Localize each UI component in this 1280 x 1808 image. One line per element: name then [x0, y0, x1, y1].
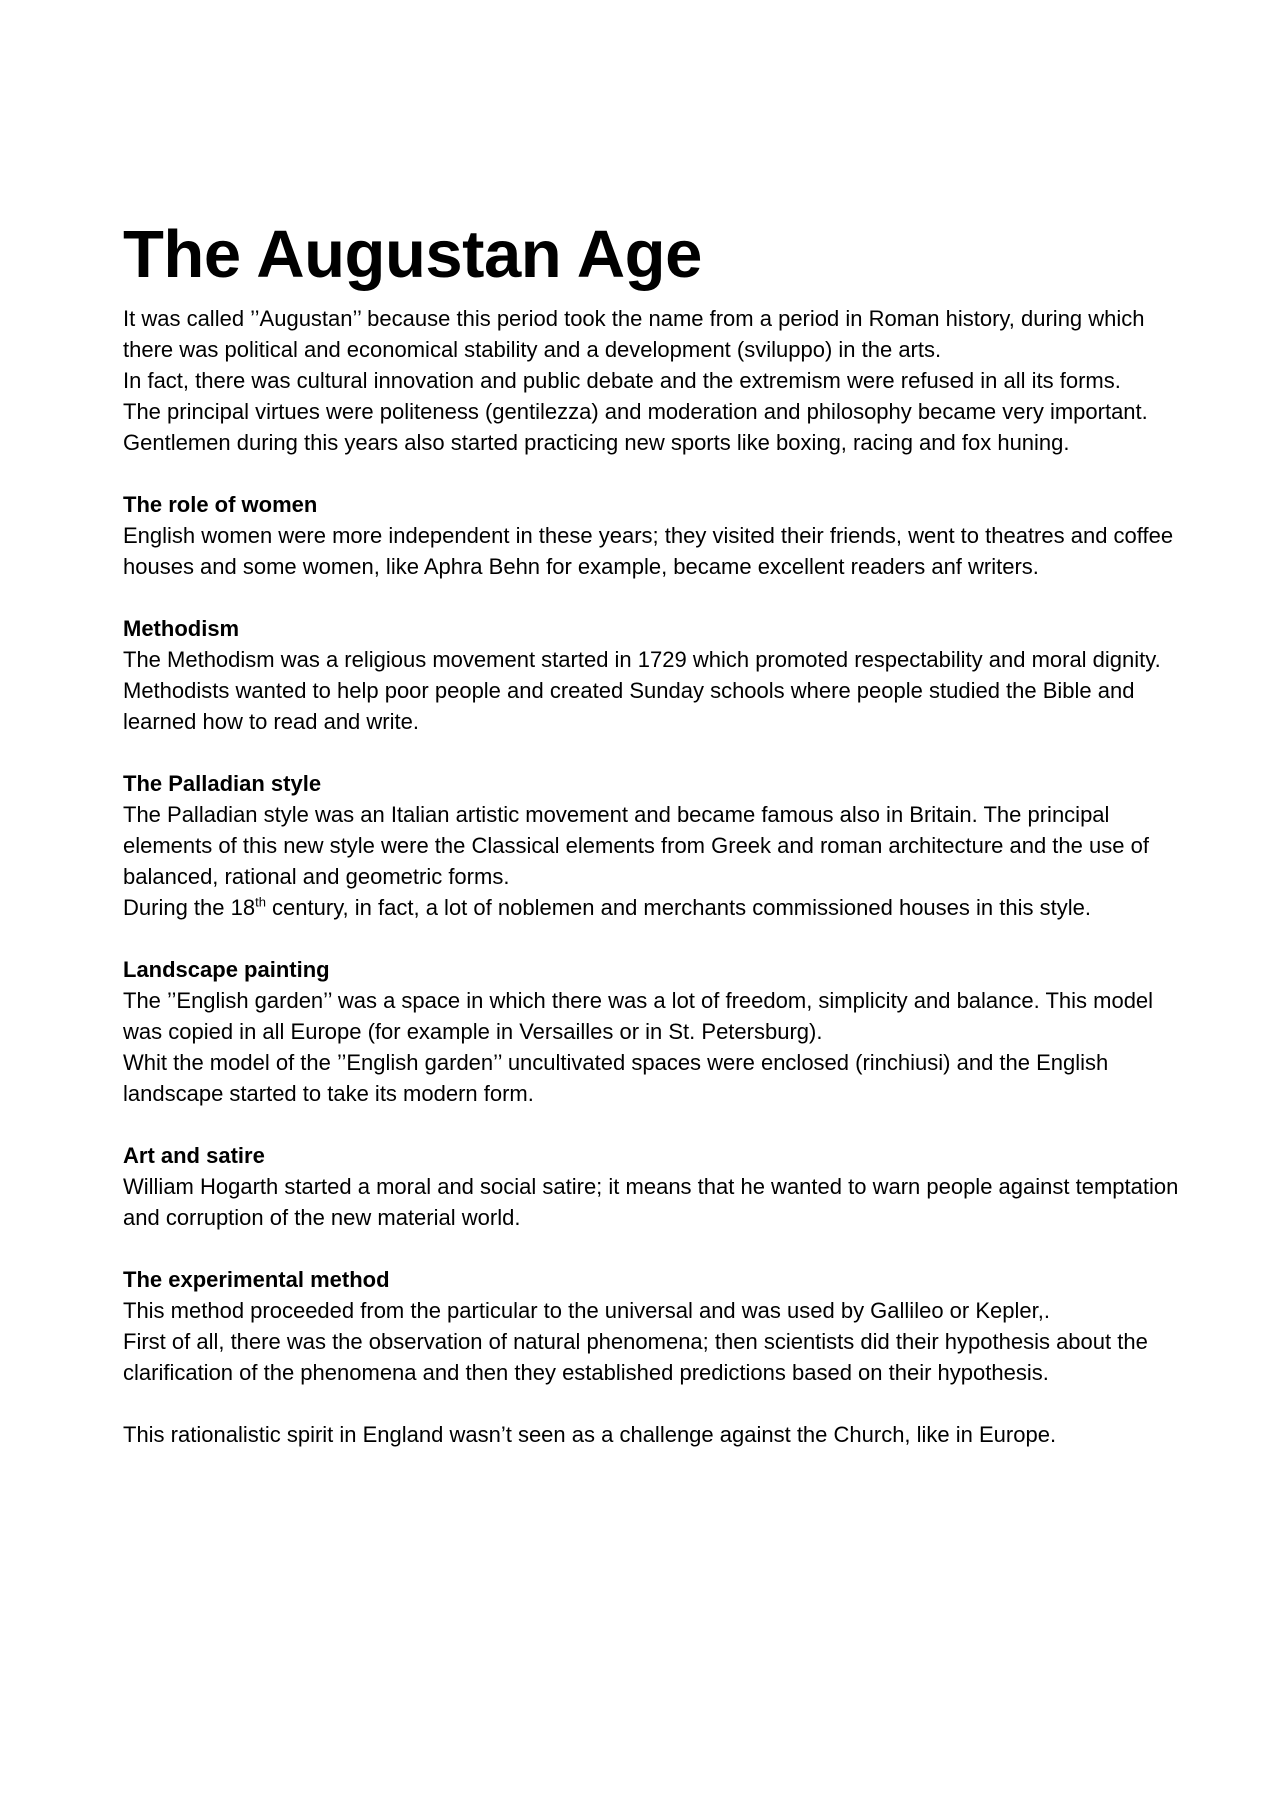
section-palladian-style: [123, 768, 1183, 923]
page-title: The Augustan Age: [123, 217, 702, 292]
section-heading: The experimental method: [123, 1267, 390, 1292]
section-paragraph: Methodists wanted to help poor people and created Sunday schools where people studied the Bible and learned how to read and write.: [123, 678, 1135, 734]
section-paragraph: First of all, there was the observation of natural phenomena; then scientists did their hypothesis about the clarification of the phenomena and then they established predictions based on their hypothesis.: [123, 1329, 1148, 1385]
ordinal-superscript: th: [255, 894, 266, 910]
closing-paragraph: This rationalistic spirit in England wasn’t seen as a challenge against the Church, like in Europe.: [123, 1422, 1057, 1447]
century-text-after: century, in fact, a lot of noblemen and merchants commissioned houses in this style.: [265, 895, 1091, 920]
century-text-before: During the 18: [123, 895, 256, 920]
intro-paragraph-2: In fact, there was cultural innovation and public debate and the extremism were refused in all its forms.: [123, 368, 1121, 393]
century-paragraph: [123, 892, 1183, 923]
section-paragraph: The Palladian style was an Italian artistic movement and became famous also in Britain. The principal elements of this new style were the Classical elements from Greek and roman architecture and the use of balanced, rational and geometric forms.: [123, 802, 1149, 889]
section-role-of-women: [123, 489, 1183, 582]
section-heading: The role of women: [123, 492, 318, 517]
section-paragraph: English women were more independent in these years; they visited their friends, went to theatres and coffee houses and some women, like Aphra Behn for example, became excellent readers anf writers.: [123, 523, 1174, 579]
section-paragraph: Whit the model of the ’’English garden’’ uncultivated spaces were enclosed (rinchiusi) and the English landscape started to take its modern form.: [123, 1050, 1109, 1106]
section-heading: Landscape painting: [123, 957, 330, 982]
section-heading: Methodism: [123, 616, 240, 641]
section-paragraph: This method proceeded from the particular to the universal and was used by Gallileo or Kepler,.: [123, 1298, 1050, 1323]
section-methodism: [123, 613, 1183, 737]
closing-section: [123, 1419, 1183, 1450]
section-paragraph: The Methodism was a religious movement started in 1729 which promoted respectability and moral dignity.: [123, 647, 1161, 672]
section-heading: The Palladian style: [123, 771, 322, 796]
section-landscape-painting: [123, 954, 1183, 1109]
intro-section: [123, 303, 1183, 458]
intro-paragraph-3: The principal virtues were politeness (gentilezza) and moderation and philosophy became very important.: [123, 399, 1148, 424]
section-paragraph: William Hogarth started a moral and social satire; it means that he wanted to warn people against temptation and corruption of the new material world.: [123, 1174, 1179, 1230]
document-page: [123, 215, 1183, 1481]
section-heading: Art and satire: [123, 1143, 265, 1168]
intro-paragraph-4: Gentlemen during this years also started practicing new sports like boxing, racing and fox huning.: [123, 430, 1070, 455]
intro-paragraph-1: It was called ’’Augustan’’ because this period took the name from a period in Roman history, during which there was political and economical stability and a development (sviluppo) in the arts.: [123, 306, 1145, 362]
section-paragraph: The ’’English garden’’ was a space in which there was a lot of freedom, simplicity and balance. This model was copied in all Europe (for example in Versailles or in St. Petersburg).: [123, 988, 1154, 1044]
section-art-and-satire: [123, 1140, 1183, 1233]
section-experimental-method: [123, 1264, 1183, 1388]
